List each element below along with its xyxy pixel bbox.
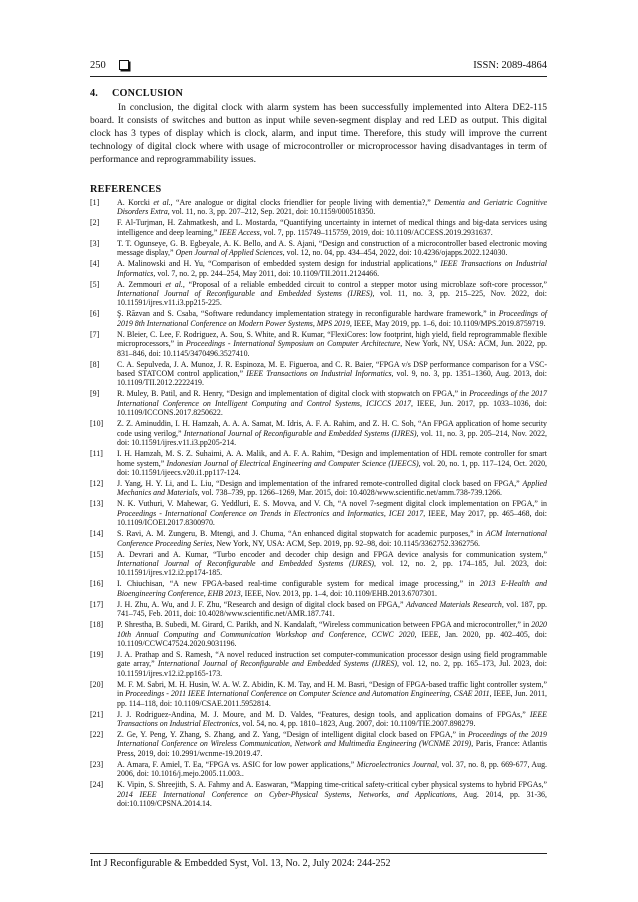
reference-text bbox=[117, 309, 547, 328]
reference-item bbox=[90, 280, 547, 308]
reference-text bbox=[117, 650, 547, 678]
reference-number: [22] bbox=[90, 730, 104, 739]
reference-item bbox=[90, 449, 547, 477]
reference-venue: Dementia and Geriatric Cognitive Disorders Extra bbox=[117, 198, 548, 217]
reference-details: , vol. 20, no. 1, pp. 117–124, Oct. 2020, doi: 10.11591/ijeecs.v20.i1.pp117-124. bbox=[117, 458, 548, 477]
reference-body: J. H. Zhu, A. Wu, and J. F. Zhu, “Research and design of digital clock based on FPGA,” bbox=[117, 599, 406, 609]
reference-number: [23] bbox=[90, 759, 104, 769]
reference-venue: Advanced Materials Research bbox=[405, 599, 502, 609]
reference-item bbox=[90, 780, 547, 808]
reference-text bbox=[117, 710, 547, 729]
reference-text bbox=[117, 680, 547, 708]
reference-number: [24] bbox=[90, 780, 104, 790]
reference-item bbox=[90, 620, 547, 648]
reference-body: C. A. Sepulveda, J. A. Munoz, J. R. Espinoza, M. E. Figueroa, and C. R. Baier, “FPGA v/s DSP performance comparison for a VSC-based STATCOM control application,” bbox=[117, 359, 547, 379]
reference-text bbox=[117, 479, 547, 498]
reference-item bbox=[90, 360, 547, 388]
reference-body: Z. Z. Aminuddin, I. H. Hamzah, A. A. A. Samat, M. Idris, A. F. A. Rahim, and Z. H. C. Soh, “An FPGA application of home security code using verilog,” bbox=[117, 419, 547, 438]
reference-item bbox=[90, 259, 547, 278]
header-left bbox=[90, 60, 129, 71]
reference-text bbox=[117, 780, 547, 808]
reference-venue: Indonesian Journal of Electrical Engineering and Computer Science (IJEECS) bbox=[166, 458, 419, 468]
reference-item bbox=[90, 330, 547, 358]
reference-venue: International Journal of Reconfigurable and Embedded Systems (IJRES) bbox=[157, 659, 398, 669]
reference-item bbox=[90, 419, 547, 447]
reference-venue: International Journal of Reconfigurable and Embedded Systems (IJRES) bbox=[183, 428, 417, 438]
reference-number: [1] bbox=[90, 198, 100, 207]
reference-venue: ACM International Conference Proceeding Series bbox=[117, 529, 547, 548]
reference-number: [14] bbox=[90, 529, 104, 539]
reference-venue: Proceedings - International Conference on Trends in Electronics and Informatics, ICEI 2017 bbox=[117, 508, 424, 518]
reference-details: , IEEE, Jun. 2017, pp. 1033–1036, doi: 10.1109/ICCONS.2017.8250622. bbox=[117, 398, 547, 418]
reference-number: [15] bbox=[90, 549, 104, 559]
reference-text bbox=[117, 419, 547, 447]
reference-details: , vol. 187, pp. 741–745, Feb. 2011, doi: 10.4028/www.scientific.net/AMR.187.741. bbox=[117, 599, 547, 619]
reference-body: R. Muley, B. Patil, and R. Henry, “Design and implementation of digital clock with stopwatch on FPGA,” in bbox=[117, 389, 470, 399]
reference-item bbox=[90, 389, 547, 417]
reference-details: , vol. 37, no. 8, pp. 669-677, Aug. 2006, doi: 10.1016/j.mejo.2005.11.003.. bbox=[117, 759, 547, 779]
reference-text bbox=[117, 529, 547, 548]
reference-venue: Proceedings of 2019 8th International Conference on Modern Power Systems, MPS 2019 bbox=[117, 309, 547, 328]
reference-details: , vol. 54, no. 4, pp. 1810–1823, Aug. 2007, doi: 10.1109/TIE.2007.898279. bbox=[238, 719, 476, 728]
reference-details: , New York, NY, USA: ACM, Sep. 2019, pp. 92–98, doi: 10.1145/3362752.3362756. bbox=[212, 538, 481, 548]
reference-details: , New York, NY, USA: ACM, Jun. 2022, pp. 831–846, doi: 10.1145/3470496.3527410. bbox=[117, 339, 547, 358]
reference-body: Ş. Răzvan and S. Csaba, “Software redundancy implementation strategy in reconfigurable hardware framework,” in bbox=[117, 309, 499, 319]
reference-text bbox=[117, 259, 547, 278]
reference-number: [13] bbox=[90, 499, 104, 509]
reference-details: , IEEE, Jan. 2020, pp. 402–405, doi: 10.1109/CCWC47524.2020.9031196. bbox=[117, 629, 547, 648]
reference-text bbox=[117, 360, 547, 388]
reference-number: [18] bbox=[90, 620, 104, 630]
reference-et-al: et al. bbox=[153, 198, 171, 207]
reference-details: , vol. 12, no. 04, pp. 434–454, 2022, doi: 10.4236/ojapps.2022.124030. bbox=[282, 248, 508, 258]
reference-item bbox=[90, 730, 547, 758]
reference-number: [9] bbox=[90, 389, 100, 399]
references-section bbox=[90, 184, 547, 810]
reference-text bbox=[117, 550, 547, 578]
reference-text bbox=[117, 620, 547, 648]
reference-item bbox=[90, 579, 547, 598]
reference-text bbox=[117, 760, 547, 779]
reference-body: , “Are analogue or digital clocks friendlier for people living with dementia?,” bbox=[170, 198, 435, 207]
reference-item bbox=[90, 680, 547, 708]
reference-item bbox=[90, 218, 547, 237]
reference-number: [16] bbox=[90, 579, 104, 589]
reference-text bbox=[117, 449, 547, 477]
reference-text bbox=[117, 730, 547, 758]
reference-body: I. H. Hamzah, M. S. Z. Suhaimi, A. A. Malik, and A. F. A. Rahim, “Design and implementation of HDL remote controller for smart home system,” bbox=[117, 449, 547, 468]
conclusion-number: 4. bbox=[90, 88, 99, 99]
reference-venue: IEEE Transactions on Industrial Electronics bbox=[117, 709, 547, 728]
reference-venue: International Journal of Reconfigurable and Embedded Systems (IJRES) bbox=[117, 558, 375, 568]
reference-details: , vol. 11, no. 3, pp. 215–225, Nov. 2022, doi: 10.11591/ijres.v11.i3.pp215-225. bbox=[117, 289, 547, 308]
reference-body: Z. Ge, Y. Peng, Y. Zhang, S. Zhang, and Z. Yang, “Design of intelligent digital clock based on FPGA,” in bbox=[117, 730, 468, 739]
reference-venue: Open Journal of Applied Sciences bbox=[175, 248, 283, 258]
reference-body: J. A. Prathap and S. Ramesh, “A novel reduced instruction set computer-communication processor design using field programmable gate array,” bbox=[117, 649, 547, 669]
reference-details: , Paris, France: Atlantis Press, 2019, doi: 10.2991/wcnme-19.2019.47. bbox=[117, 739, 548, 758]
reference-item bbox=[90, 198, 547, 217]
reference-number: [4] bbox=[90, 259, 100, 269]
conclusion-paragraph: In conclusion, the digital clock with alarm system has been successfully implemented into Altera DE2-115 board. It consists of switches and button as input while seven-segment display and red LED as output. This digital clock has 3 types of display which is clock, alarm, and input time. Therefore, this study will improve the current technology of digital clock where with usage of microcontroller or microprocessor having disadvantages in term of performance and reprogrammability issues. bbox=[90, 102, 547, 165]
reference-body: A. Amara, F. Amiel, T. Ea, “FPGA vs. ASIC for low power applications,” bbox=[117, 759, 357, 769]
reference-item bbox=[90, 499, 547, 527]
reference-body: F. Al-Turjman, H. Zahmatkesh, and L. Mostarda, “Quantifying uncertainty in internet of medical things and big-data services using intelligence and deep learning,” bbox=[117, 218, 547, 237]
reference-venue: Applied Mechanics and Materials bbox=[117, 478, 547, 498]
reference-details: , vol. 11, no. 3, pp. 205–214, Nov. 2022, doi: 10.11591/ijres.v11.i3.pp205-214. bbox=[117, 428, 547, 448]
reference-number: [2] bbox=[90, 218, 100, 228]
reference-body: P. Shrestha, B. Subedi, M. Girard, C. Parikh, and N. Kandalaft, “Wireless communication between FPGA and microcontroller,” in bbox=[117, 620, 532, 630]
reference-details: , Aug. 2014, pp. 31-36, doi:10.1109/CPSNA.2014.14. bbox=[117, 789, 547, 809]
reference-text bbox=[117, 579, 547, 598]
reference-body: A. Devrari and A. Kumar, “Turbo encoder and decoder chip design and FPGA device analysis for communication system,” bbox=[117, 549, 547, 559]
page-number: 250 bbox=[90, 60, 106, 71]
reference-venue: Proceedings of the 2017 International Conference on Intelligent Computing and Control Systems, ICICCS 2017 bbox=[117, 389, 547, 408]
reference-details: , IEEE, May 2017, pp. 465–468, doi: 10.1109/ICOEI.2017.8300970. bbox=[117, 508, 547, 528]
reference-text bbox=[117, 389, 547, 417]
reference-venue: Proceedings of the 2019 International Conference on Wireless Communication, Network and Multimedia Engineering (WCNME 2019) bbox=[117, 730, 547, 749]
reference-details: , IEEE, Nov. 2013, pp. 1–4, doi: 10.1109/EHB.2013.6707301. bbox=[240, 588, 437, 598]
reference-body: K. Vipin, S. Shreejith, S. A. Fahmy and A. Easwaran, “Mapping time-critical safety-critical cyber physical systems to hybrid FPGAs,” bbox=[117, 780, 547, 790]
reference-item bbox=[90, 550, 547, 578]
conclusion-section bbox=[90, 88, 547, 166]
reference-details: , vol. 12, no. 2, pp. 165–173, Jul. 2023, doi: 10.11591/ijres.v12.i2.pp165-173. bbox=[117, 659, 548, 678]
reference-number: [8] bbox=[90, 359, 100, 369]
reference-body: M. F. M. Sabri, M. H. Husin, W. A. W. Z. Abidin, K. M. Tay, and H. M. Basri, “Design of FPGA-based traffic light controller system,” in bbox=[117, 679, 547, 699]
reference-venue: International Journal of Reconfigurable and Embedded Systems (IJRES) bbox=[117, 289, 373, 299]
footer-rule bbox=[90, 853, 547, 854]
reference-details: , vol. 11, no. 3, pp. 207–212, Sep. 2021, doi: 10.1159/000518350. bbox=[167, 207, 376, 217]
reference-item bbox=[90, 760, 547, 779]
reference-number: [20] bbox=[90, 679, 104, 689]
reference-details: , vol. 7, pp. 115749–115759, 2019, doi: 10.1109/ACCESS.2019.2931637. bbox=[259, 227, 493, 237]
reference-number: [19] bbox=[90, 649, 104, 659]
page-header bbox=[90, 60, 547, 71]
reference-body: T. T. Ogunseye, G. B. Egbeyale, A. K. Bello, and A. S. Ajani, “Design and construction of a microcontroller based electronic moving message display,” bbox=[117, 238, 547, 258]
reference-item bbox=[90, 239, 547, 258]
reference-body: , “Proposal of a reliable embedded circuit to control a stepper motor using microblaze soft-core processor,” bbox=[182, 279, 548, 289]
box-bullet-icon bbox=[119, 60, 129, 70]
reference-number: [11] bbox=[90, 449, 103, 459]
reference-body: J. J. Rodriguez-Andina, M. J. Moure, and M. D. Valdes, “Features, design tools, and application domains of FPGAs,” bbox=[117, 709, 530, 719]
references-heading: REFERENCES bbox=[90, 184, 162, 195]
reference-text bbox=[117, 600, 547, 619]
reference-number: [5] bbox=[90, 279, 100, 289]
reference-venue: Microelectronics Journal bbox=[356, 759, 438, 769]
reference-number: [7] bbox=[90, 329, 100, 339]
reference-item bbox=[90, 529, 547, 548]
reference-body: N. Bleier, C. Lee, F. Rodriguez, A. Sou, S. White, and R. Kumar, “FlexiCores: low footprint, high yield, field reprogrammable flexible microprocessors,” in bbox=[117, 329, 547, 349]
reference-number: [6] bbox=[90, 309, 100, 319]
reference-details: , IEEE, Jun. 2011, pp. 114–118, doi: 10.1109/CSAE.2011.5952814. bbox=[117, 689, 547, 708]
reference-item bbox=[90, 600, 547, 619]
reference-venue: 2014 IEEE International Conference on Cyber-Physical Systems, Networks, and Applications bbox=[117, 789, 456, 799]
reference-details: , IEEE, May 2019, pp. 1–6, doi: 10.1109/MPS.2019.8759719. bbox=[349, 318, 546, 328]
reference-venue: IEEE Transactions on Industrial Informatics bbox=[246, 369, 392, 379]
reference-venue: Proceedings - 2011 IEEE International Conference on Computer Science and Automation Engineering, CSAE 2011 bbox=[125, 689, 490, 699]
reference-venue: IEEE Transactions on Industrial Informatics bbox=[117, 259, 547, 278]
reference-number: [12] bbox=[90, 478, 104, 488]
header-rule bbox=[90, 76, 547, 77]
reference-number: [17] bbox=[90, 599, 104, 609]
reference-details: , vol. 7, no. 2, pp. 244–254, May 2011, doi: 10.1109/TII.2011.2124466. bbox=[153, 268, 380, 278]
reference-body: I. Chiuchisan, “A new FPGA-based real-time configurable system for medical image processing,” in bbox=[117, 579, 480, 589]
reference-venue: IEEE Access bbox=[219, 227, 260, 237]
reference-text bbox=[117, 330, 547, 358]
reference-body: A. Malinowski and H. Yu, “Comparison of embedded system design for industrial applications,” bbox=[117, 259, 441, 269]
reference-text bbox=[117, 218, 547, 237]
reference-venue: 2013 E-Health and Bioengineering Conference, EHB 2013 bbox=[117, 579, 547, 598]
reference-item bbox=[90, 309, 547, 328]
reference-number: [21] bbox=[90, 709, 104, 719]
reference-body: N. K. Vuthuri, V. Mahewar, G. Yeddluri, E. S. Movva, and V. Ch, “A novel 7-segment digital clock implementation on FPGA,” in bbox=[117, 499, 547, 509]
reference-item bbox=[90, 710, 547, 729]
reference-item bbox=[90, 479, 547, 498]
reference-number: [3] bbox=[90, 238, 100, 248]
reference-text bbox=[117, 239, 547, 258]
reference-body: J. Yang, H. Y. Li, and L. Liu, “Design and implementation of the infrared remote-controlled digital clock based on FPGA,” bbox=[117, 478, 523, 488]
reference-details: , vol. 738–739, pp. 1266–1269, Mar. 2015, doi: 10.4028/www.scientific.net/amm.738-739.1266. bbox=[197, 488, 503, 498]
reference-authors-lead: A. Korcki bbox=[117, 198, 154, 207]
page-footer: Int J Reconfigurable & Embedded Syst, Vol. 13, No. 2, July 2024: 244-252 bbox=[90, 858, 391, 869]
reference-list bbox=[90, 198, 547, 808]
reference-details: , vol. 12, no. 2, pp. 174–185, Jul. 2023, doi: 10.11591/ijres.v12.i2.pp174-185. bbox=[117, 558, 547, 578]
reference-text bbox=[117, 198, 547, 217]
reference-details: , vol. 9, no. 3, pp. 1351–1360, Aug. 2013, doi: 10.1109/TII.2012.2222419. bbox=[117, 369, 547, 388]
reference-authors-lead: A. Zemmouri bbox=[117, 279, 166, 289]
issn-label: ISSN: 2089-4864 bbox=[473, 60, 547, 71]
reference-number: [10] bbox=[90, 419, 104, 429]
reference-text bbox=[117, 499, 547, 527]
reference-venue: 2020 10th Annual Computing and Communication Workshop and Conference, CCWC 2020 bbox=[117, 620, 547, 639]
reference-venue: Proceedings - International Symposium on Computer Architecture bbox=[185, 339, 401, 349]
reference-text bbox=[117, 280, 547, 308]
reference-body: S. Ravi, A. M. Zungeru, B. Mtengi, and J. Chuma, “An enhanced digital stopwatch for academic purposes,” in bbox=[117, 529, 486, 539]
conclusion-heading bbox=[90, 88, 547, 99]
reference-et-al: et al. bbox=[165, 279, 183, 289]
reference-item bbox=[90, 650, 547, 678]
conclusion-title: CONCLUSION bbox=[112, 88, 184, 99]
